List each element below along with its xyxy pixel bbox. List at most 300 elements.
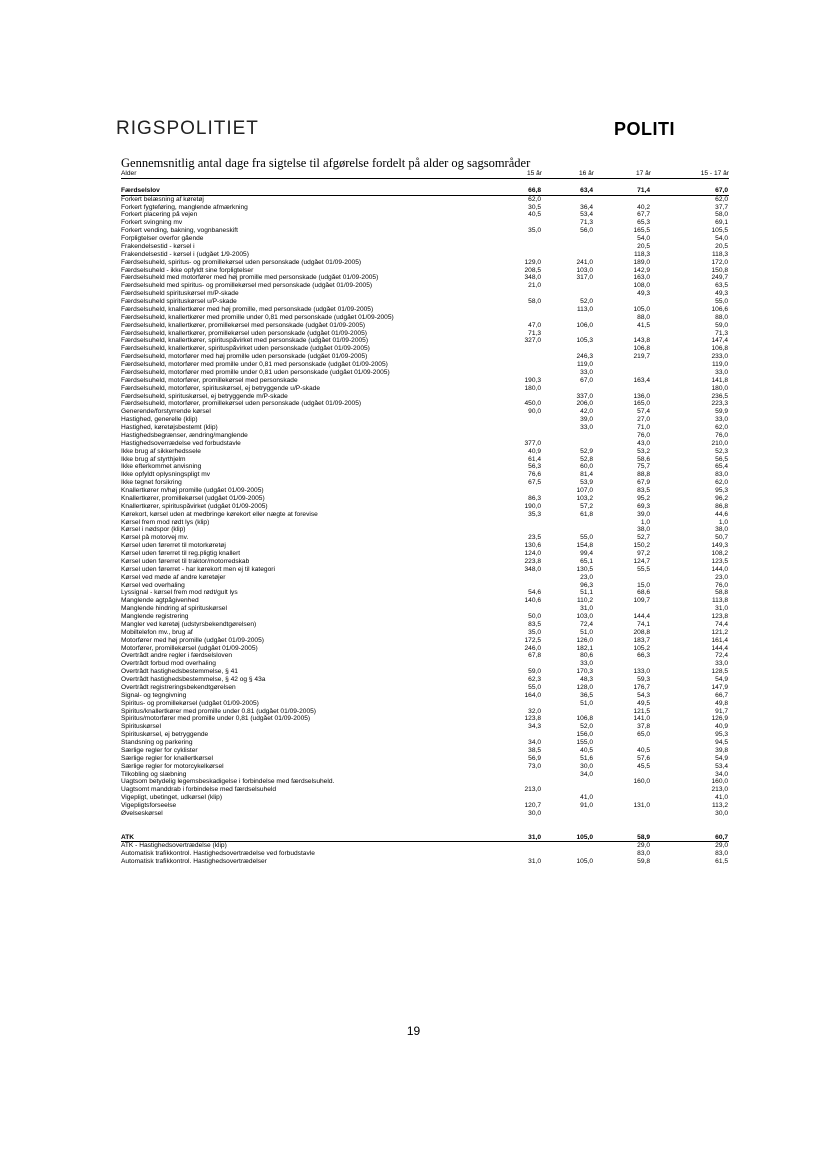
cell-value: 88,0 [637, 313, 650, 321]
cell-value: 121,2 [711, 628, 728, 636]
cell-value: 61,8 [580, 510, 593, 518]
cell-value: 56,9 [528, 754, 541, 762]
cell-value: 58,0 [715, 211, 728, 219]
cell-value: 80,6 [580, 652, 593, 660]
cell-value [499, 345, 542, 353]
row-label: Færdselslov [121, 187, 499, 195]
row-label: Overtrådt registreringsbekendtgørelsen [121, 683, 236, 691]
cell-value [542, 290, 594, 298]
cell-value: 32,0 [528, 707, 541, 715]
row-label: Overtrådt forbud mod overhaling [121, 660, 216, 668]
row-label: Særlige regler for knallertkørsel [121, 754, 213, 762]
row-label: Forkert svingning mv [121, 219, 183, 227]
cell-value: 182,1 [576, 644, 593, 652]
row-label: Færdselsuheld, knallertkører med høj promille, med personskade (udgået 01/09-2005) [121, 305, 374, 313]
cell-value: 1,0 [640, 518, 650, 526]
cell-value: 34,0 [528, 739, 541, 746]
table-row [121, 794, 729, 802]
row-label: Færdselsuheld, knallertkører, spirituspåvirket uden personskade (udgået 01/09-2005) [121, 345, 370, 353]
cell-value: 49,3 [715, 290, 728, 298]
cell-value [499, 771, 542, 779]
cell-value: 142,9 [633, 266, 650, 274]
cell-value: 50,0 [528, 613, 541, 620]
table-row [121, 715, 729, 723]
row-label: Særlige regler for motorcykelkørsel [121, 762, 224, 770]
cell-value [594, 369, 651, 377]
cell-value: 83,5 [528, 620, 541, 628]
cell-value [594, 786, 651, 794]
row-label: Kørsel uden førerret til traktor/motorredskab [121, 557, 250, 565]
cell-value: 107,0 [576, 487, 593, 494]
cell-value: 58,8 [715, 589, 728, 597]
cell-value: 56,5 [715, 455, 728, 463]
cell-value: 83,0 [715, 850, 728, 858]
cell-value: 154,8 [576, 542, 593, 550]
cell-value: 58,0 [528, 298, 541, 305]
row-label: Kørsel i nødspor (klip) [121, 526, 186, 534]
row-label: Kørsel ved møde af andre køretøjer [121, 573, 226, 581]
cell-value: 34,0 [715, 770, 728, 778]
cell-value: 223,3 [711, 400, 728, 408]
cell-value [499, 306, 542, 314]
cell-value [594, 361, 651, 369]
cell-value: 144,0 [711, 565, 728, 573]
cell-value: 76,0 [637, 431, 650, 439]
row-label: Manglende hindring af spirituskørsel [121, 605, 227, 613]
cell-value: 40,5 [637, 746, 650, 754]
table-row [121, 235, 729, 243]
cell-value: 86,8 [715, 502, 728, 510]
row-label: Særlige regler for cyklister [121, 746, 198, 754]
cell-value: 141,8 [711, 376, 728, 384]
cell-value [499, 251, 542, 259]
row-label: Uagtsomt manddrab i forbindelse med færdselsuheld [121, 786, 277, 794]
row-label: Spirituskørsel [121, 723, 161, 731]
cell-value: 51,0 [580, 628, 593, 636]
cell-value: 190,3 [524, 376, 541, 384]
cell-value [542, 810, 594, 818]
cell-value [499, 314, 542, 322]
table-row [121, 243, 729, 251]
table-row [121, 306, 729, 314]
cell-value: 144,4 [711, 644, 728, 652]
cell-value: 69,1 [715, 219, 728, 227]
table-row [121, 629, 729, 637]
cell-value: 71,0 [637, 424, 650, 431]
cell-value: 103,0 [576, 613, 593, 620]
spacer-cell [121, 818, 729, 826]
table-row [121, 471, 729, 479]
row-label: ATK - Hastighedsovertrædelse (klip) [121, 842, 227, 850]
cell-value [594, 810, 651, 818]
cell-value: 30,0 [528, 809, 541, 817]
cell-value: 54,9 [715, 676, 728, 683]
table-row [121, 747, 729, 755]
row-label: Forkert fygteføring, manglende afmærkning [121, 203, 248, 211]
cell-value [594, 660, 651, 668]
table-row [121, 259, 729, 267]
cell-value: 53,4 [580, 211, 593, 219]
cell-value: 124,7 [633, 557, 650, 565]
cell-value: 113,2 [711, 802, 728, 809]
column-header-age: Alder [121, 170, 499, 178]
table-row [121, 337, 729, 345]
cell-value: 67,0 [580, 376, 593, 384]
table-row [121, 834, 729, 842]
cell-value: 213,0 [524, 786, 541, 794]
cell-value: 35,0 [528, 628, 541, 636]
cell-value: 123,8 [711, 613, 728, 620]
cell-value: 54,3 [637, 691, 650, 699]
cell-value: 56,0 [580, 227, 593, 235]
cell-value [499, 605, 542, 613]
cell-value: 72,4 [715, 652, 728, 660]
cell-value: 210,0 [711, 439, 728, 447]
table-row [121, 353, 729, 361]
cell-value: 58,6 [637, 455, 650, 463]
row-label: Motorfører, promillekørsel (udgået 01/09-2005) [121, 644, 258, 652]
cell-value: 38,0 [637, 526, 650, 534]
cell-value [542, 850, 594, 858]
cell-value: 52,3 [715, 447, 728, 455]
table-row [121, 771, 729, 779]
cell-value: 40,2 [637, 203, 650, 211]
cell-value: 108,2 [711, 550, 728, 557]
cell-value [542, 778, 594, 786]
cell-value: 48,3 [580, 676, 593, 683]
cell-value: 76,6 [528, 471, 541, 479]
cell-value: 106,8 [711, 345, 728, 353]
cell-value: 47,0 [528, 321, 541, 329]
cell-value: 33,0 [715, 416, 728, 424]
row-label: Færdselsuheld, spiritus- og promillekørsel uden personskade (udgået 01/09-2005) [121, 258, 362, 266]
cell-value: 37,8 [637, 723, 650, 731]
cell-value: 124,0 [524, 550, 541, 557]
cell-value: 106,0 [576, 321, 593, 329]
cell-value: 40,9 [715, 723, 728, 731]
cell-value [542, 282, 594, 290]
table-row [121, 589, 729, 597]
cell-value: 121,5 [633, 707, 650, 715]
cell-value: 71,3 [715, 329, 728, 337]
cell-value: 105,2 [633, 644, 650, 652]
cell-value: 348,0 [524, 565, 541, 573]
table-row [121, 723, 729, 731]
cell-value: 55,0 [580, 534, 593, 542]
cell-value: 136,0 [633, 392, 650, 400]
cell-value: 55,0 [528, 683, 541, 691]
table-row [121, 298, 729, 306]
cell-value: 190,0 [524, 502, 541, 510]
row-label: Spiritus/knallertkører med promille under 0.81 (udgået 01/09-2005) [121, 707, 316, 715]
row-label: Ikke brug af sikkerhedssele [121, 447, 201, 455]
row-label: Spiritus/motorfører med promille under 0,81 (udgået 01/09-2005) [121, 715, 311, 723]
cell-value [499, 487, 542, 495]
cell-value: 20,5 [715, 242, 728, 250]
cell-value: 110,2 [576, 597, 593, 605]
cell-value: 54,0 [637, 235, 650, 242]
cell-value: 96,2 [715, 494, 728, 502]
row-label: Færdselsuheld med spiritus- og promillekørsel med personskade (udgået 01/09-2005) [121, 282, 373, 290]
table-row [121, 456, 729, 464]
cell-value: 317,0 [576, 274, 593, 282]
cell-value [542, 526, 594, 534]
table-row [121, 786, 729, 794]
table-row [121, 708, 729, 716]
table-row [121, 700, 729, 708]
row-label: Automatisk trafikkontrol. Hastighedsovertrædelser [121, 858, 267, 866]
table-row [121, 187, 729, 195]
cell-value: 31,0 [499, 834, 542, 842]
row-label: Forkert placering på vejen [121, 211, 198, 219]
row-label: Øvelseskørsel [121, 809, 163, 817]
cell-value [542, 440, 594, 448]
row-label: Frakendelsestid - kørsel i [121, 242, 195, 250]
table-row [121, 692, 729, 700]
cell-value: 68,6 [637, 589, 650, 597]
cell-value: 66,7 [715, 691, 728, 699]
table-row [121, 637, 729, 645]
table-row [121, 227, 729, 235]
row-label: Kørsel på motorvej mv. [121, 534, 189, 542]
row-label: Standsning og parkering [121, 739, 193, 746]
row-label: Hastighedsbegrænser, ændring/manglende [121, 431, 248, 439]
cell-value: 128,0 [576, 683, 593, 691]
row-label: Kørsel uden førerret - har kørekort men ej til kategori [121, 565, 275, 573]
cell-value: 50,7 [715, 534, 728, 542]
cell-value: 83,5 [637, 487, 650, 494]
cell-value: 55,0 [715, 298, 728, 305]
row-label: Færdselsuheld spirituskørsel u/P-skade [121, 298, 237, 305]
table-row [121, 487, 729, 495]
cell-value [542, 251, 594, 259]
cell-value: 123,8 [524, 715, 541, 723]
cell-value: 119,0 [576, 361, 593, 368]
cell-value [594, 385, 651, 393]
cell-value [499, 219, 542, 227]
table-row [121, 668, 729, 676]
column-header-total: 15 - 17 år [651, 170, 729, 178]
cell-value: 59,8 [637, 858, 650, 866]
cell-value: 150,2 [633, 542, 650, 550]
table-row [121, 778, 729, 786]
row-label: Kørsel uden førerret til reg.pligtig knallert [121, 550, 241, 557]
row-label: Frakendelsestid - kørsel i (udgået 1/9-2005) [121, 250, 249, 258]
section-spacer [121, 826, 729, 834]
cell-value: 126,0 [576, 636, 593, 644]
cell-value [594, 605, 651, 613]
table-row [121, 810, 729, 818]
cell-value: 160,0 [633, 778, 650, 786]
cell-value [542, 432, 594, 440]
cell-value: 57,4 [637, 408, 650, 416]
row-label: Færdselsuheld, motorfører, promillekørsel uden personskade (udgået 01/09-2005) [121, 400, 362, 408]
cell-value: 30,5 [528, 203, 541, 211]
table-row [121, 274, 729, 282]
table-row [121, 448, 729, 456]
cell-value [542, 842, 594, 850]
cell-value [499, 416, 542, 424]
cell-value: 49,8 [715, 699, 728, 707]
cell-value: 71,3 [528, 329, 541, 337]
cell-value [594, 574, 651, 582]
table-row [121, 558, 729, 566]
table-row [121, 330, 729, 338]
cell-value: 219,7 [633, 353, 650, 361]
cell-value: 337,0 [576, 392, 593, 400]
table-row [121, 755, 729, 763]
spacer-cell [121, 826, 729, 834]
cell-value: 52,0 [580, 298, 593, 305]
cell-value: 33,0 [580, 424, 593, 431]
row-label: Mangler ved køretøj (udstyrsbekendtgørelsen) [121, 620, 257, 628]
row-label: Færdselsuheld, knallertkører, spirituspåvirket med personskade (udgået 01/09-2005) [121, 337, 369, 345]
table-row [121, 385, 729, 393]
cell-value: 241,0 [576, 258, 593, 266]
cell-value: 109,7 [633, 597, 650, 605]
table-row [121, 731, 729, 739]
table-row [121, 566, 729, 574]
cell-value: 36,4 [580, 203, 593, 211]
table-row [121, 842, 729, 850]
section-spacer [121, 178, 729, 186]
row-label: Kørsel ved overhaling [121, 581, 185, 589]
cell-value: 156,0 [576, 731, 593, 739]
cell-value: 67,8 [528, 652, 541, 660]
cell-value [542, 519, 594, 527]
table-row [121, 684, 729, 692]
cell-value: 163,0 [633, 274, 650, 282]
cell-value: 143,8 [633, 337, 650, 345]
cell-value: 120,7 [524, 802, 541, 809]
table-row [121, 195, 729, 203]
cell-value [594, 330, 651, 338]
cell-value: 45,5 [637, 762, 650, 770]
cell-value: 65,1 [580, 557, 593, 565]
row-label: Færdselsuheld, motorfører, promillekørsel med personskade [121, 376, 298, 384]
cell-value: 62,0 [528, 195, 541, 203]
cell-value: 172,0 [711, 258, 728, 266]
page-title: Gennemsnitlig antal dage fra sigtelse til afgørelse fordelt på alder og sagsområder [121, 156, 531, 170]
row-label: Overtrådt andre regler i færdselsloven [121, 652, 233, 660]
cell-value: 236,5 [711, 392, 728, 400]
row-label: Færdselsuheld - ikke opfyldt sine forpligtelser [121, 266, 254, 274]
cell-value [499, 424, 542, 432]
cell-value [594, 739, 651, 747]
cell-value: 59,3 [637, 676, 650, 683]
row-label: Færdselsuheld, motorfører med promille under 0,81 uden personskade (udgået 01/09-2005) [121, 368, 390, 376]
cell-value: 53,9 [580, 479, 593, 487]
cell-value: 39,0 [637, 510, 650, 518]
table-row [121, 416, 729, 424]
cell-value: 42,0 [580, 408, 593, 416]
row-label: Spiritus- og promillekørsel (udgået 01/09-2005) [121, 699, 259, 707]
cell-value: 35,0 [528, 227, 541, 235]
row-label: Vigepligt, ubetinget, udkørsel (klip) [121, 794, 223, 802]
cell-value: 39,0 [580, 416, 593, 424]
cell-value: 118,3 [711, 250, 728, 258]
cell-value: 41,0 [715, 794, 728, 802]
table-header [121, 170, 729, 178]
cell-value: 65,0 [637, 731, 650, 739]
cell-value [499, 526, 542, 534]
row-label: Hastighed, generelle (klip) [121, 416, 198, 424]
table-row [121, 282, 729, 290]
table-row [121, 858, 729, 866]
cell-value: 29,0 [715, 842, 728, 850]
cell-value: 74,4 [715, 620, 728, 628]
row-label: Lyssignal - kørsel frem mod rødt/gult lys [121, 589, 238, 597]
cell-value: 65,3 [637, 219, 650, 227]
cell-value: 72,4 [580, 620, 593, 628]
cell-value: 180,0 [711, 384, 728, 392]
cell-value: 69,3 [637, 502, 650, 510]
row-label: Generende/forstyrrende kørsel [121, 408, 211, 416]
table-row [121, 605, 729, 613]
cell-value: 118,3 [633, 250, 650, 258]
cell-value: 183,7 [633, 636, 650, 644]
cell-value: 57,2 [580, 502, 593, 510]
cell-value: 1,0 [718, 518, 728, 526]
cell-value: 31,0 [528, 858, 541, 866]
cell-value: 160,0 [711, 778, 728, 786]
politi-logo: POLITI [614, 119, 675, 139]
statistics-table [121, 170, 729, 866]
row-label: Forpligtelser overfor gående [121, 235, 204, 242]
cell-value: 170,3 [576, 668, 593, 676]
cell-value [499, 432, 542, 440]
cell-value: 23,5 [528, 534, 541, 542]
cell-value: 49,3 [637, 290, 650, 298]
table-row [121, 204, 729, 212]
row-label: Knallertkører m/høj promille (udgået 01/09-2005) [121, 487, 264, 494]
table-row [121, 613, 729, 621]
cell-value: 53,2 [637, 447, 650, 455]
row-label: Manglende agtpågivenhed [121, 597, 199, 605]
cell-value: 126,9 [711, 715, 728, 723]
cell-value: 41,5 [637, 321, 650, 329]
row-label: Færdselsuheld, spirituskørsel, ej betryggende m/P-skade [121, 392, 288, 400]
cell-value: 128,5 [711, 668, 728, 676]
table-row [121, 511, 729, 519]
cell-value: 31,0 [580, 605, 593, 613]
cell-value: 59,0 [528, 668, 541, 676]
cell-value: 213,0 [711, 786, 728, 794]
cell-value: 129,0 [524, 258, 541, 266]
table-row [121, 645, 729, 653]
cell-value: 51,1 [580, 589, 593, 597]
cell-value: 52,7 [637, 534, 650, 542]
cell-value: 105,0 [542, 834, 594, 842]
cell-value: 189,0 [633, 258, 650, 266]
cell-value: 52,9 [580, 447, 593, 455]
row-label: Færdselsuheld, motorfører, spirituskørsel, ej betryggende u/P-skade [121, 384, 320, 392]
cell-value: 103,2 [576, 494, 593, 502]
row-label: Færdselsuheld, motorfører med høj promille uden personskade (udgået 01/09-2005) [121, 353, 368, 361]
table-row [121, 440, 729, 448]
cell-value: 56,3 [528, 463, 541, 471]
cell-value: 67,5 [528, 479, 541, 487]
cell-value: 65,4 [715, 463, 728, 471]
cell-value: 60,7 [651, 834, 729, 842]
cell-value: 450,0 [524, 400, 541, 408]
cell-value: 91,0 [580, 802, 593, 809]
cell-value: 83,0 [715, 471, 728, 479]
cell-value: 49,5 [637, 699, 650, 707]
cell-value [594, 794, 651, 802]
cell-value [499, 243, 542, 251]
cell-value [542, 345, 594, 353]
